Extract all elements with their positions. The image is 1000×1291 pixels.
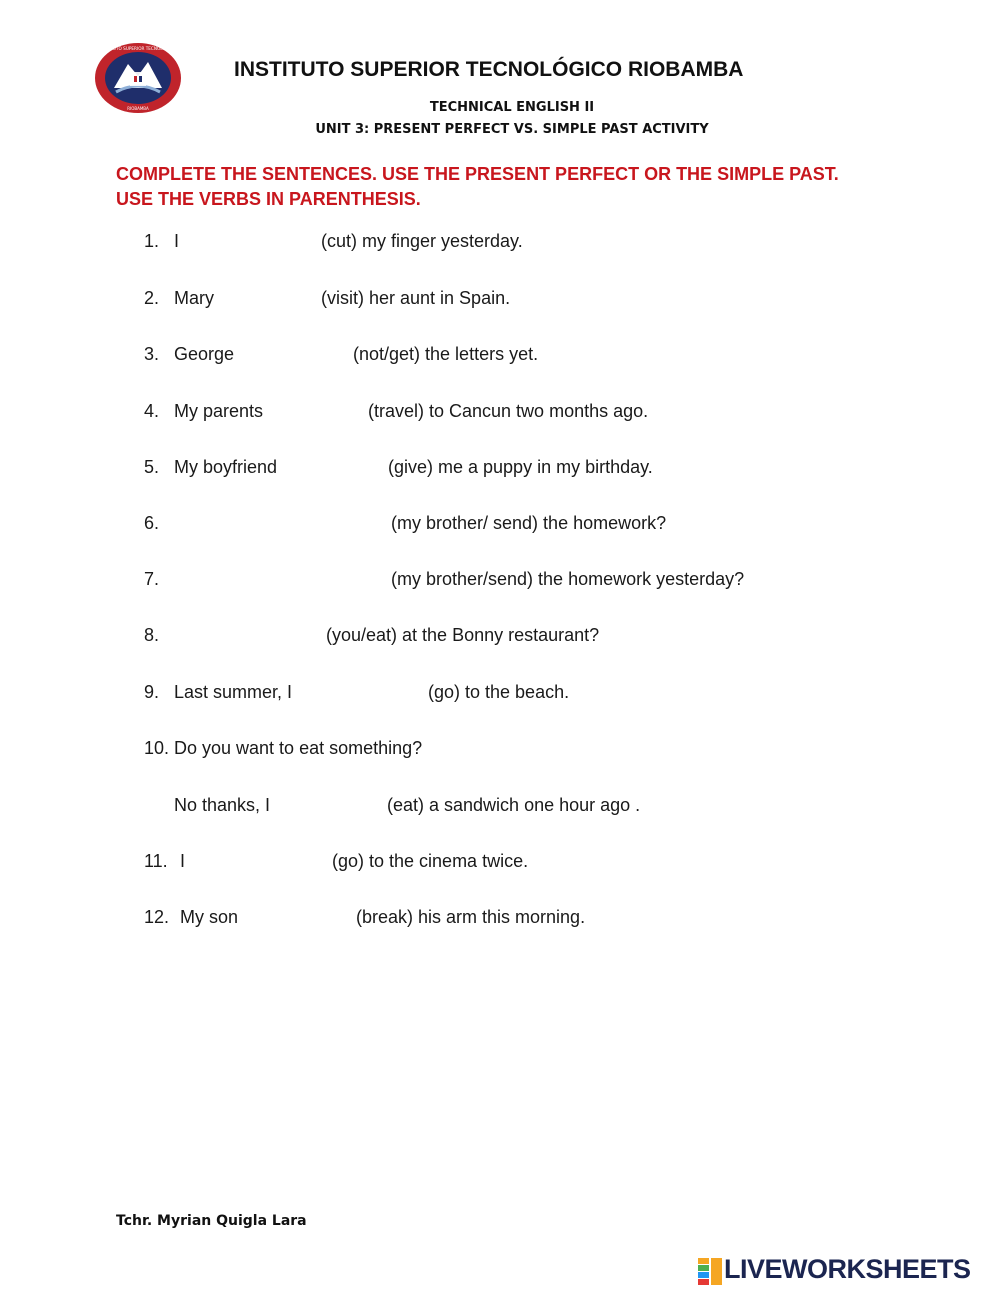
item-number: 9. xyxy=(144,682,160,702)
teacher-name: Tchr. Myrian Quigla Lara xyxy=(116,1213,307,1229)
sentence-end: (give) me a puppy in my birthday. xyxy=(388,457,653,477)
sentence-start: Last summer, I xyxy=(174,682,293,702)
sentence-start: Mary xyxy=(174,288,214,308)
item-number: 4. xyxy=(144,401,160,421)
sentence-start: I xyxy=(180,851,186,871)
instructions-line-2: USE THE VERBS IN PARENTHESIS. xyxy=(116,189,421,209)
item-number: 12. xyxy=(144,907,170,927)
sentence-end: (my brother/send) the homework yesterday? xyxy=(391,569,745,589)
item-number: 10. xyxy=(144,738,170,758)
sentence-start: Do you want to eat something? xyxy=(174,738,423,758)
logo-bottom-text: RIOBAMBA xyxy=(127,106,149,111)
sentence-end: (go) to the cinema twice. xyxy=(332,851,529,871)
logo-ring-text: INSTITUTO SUPERIOR TECNOLÓGICO xyxy=(99,46,177,51)
sentence-start: My son xyxy=(180,907,239,927)
item-number: 6. xyxy=(144,513,160,533)
item-number: 7. xyxy=(144,569,160,589)
sentence-end: (eat) a sandwich one hour ago . xyxy=(387,795,641,815)
item-number: 11. xyxy=(144,851,168,871)
item-number: 2. xyxy=(144,288,160,308)
item-number: 1. xyxy=(144,231,160,251)
sentence-start: No thanks, I xyxy=(174,795,271,815)
sentence-start: My boyfriend xyxy=(174,457,278,477)
sentence-start: My parents xyxy=(174,401,264,421)
instructions-line-1: COMPLETE THE SENTENCES. USE THE PRESENT PERFECT OR THE SIMPLE PAST. xyxy=(116,164,839,184)
unit-title: UNIT 3: PRESENT PERFECT VS. SIMPLE PAST ACTIVITY xyxy=(315,122,709,137)
institution-title: INSTITUTO SUPERIOR TECNOLÓGICO RIOBAMBA xyxy=(234,58,744,81)
sentence-start: I xyxy=(174,231,180,251)
sentence-end: (cut) my finger yesterday. xyxy=(321,231,523,251)
sentence-end: (break) his arm this morning. xyxy=(356,907,586,927)
sentence-end: (go) to the beach. xyxy=(428,682,570,702)
course-title: TECHNICAL ENGLISH II xyxy=(429,100,595,115)
instructions xyxy=(116,162,936,212)
sentence-end: (you/eat) at the Bonny restaurant? xyxy=(326,625,600,645)
sentence-end: (not/get) the letters yet. xyxy=(353,344,539,364)
sentence-end: (my brother/ send) the homework? xyxy=(391,513,667,533)
sentence-end: (visit) her aunt in Spain. xyxy=(321,288,511,308)
liveworksheets-brand: LIVEWORKSHEETS xyxy=(724,1254,971,1284)
item-number: 8. xyxy=(144,625,160,645)
item-number: 5. xyxy=(144,457,160,477)
sentence-end: (travel) to Cancun two months ago. xyxy=(368,401,649,421)
sentence-start: George xyxy=(174,344,235,364)
item-number: 3. xyxy=(144,344,160,364)
